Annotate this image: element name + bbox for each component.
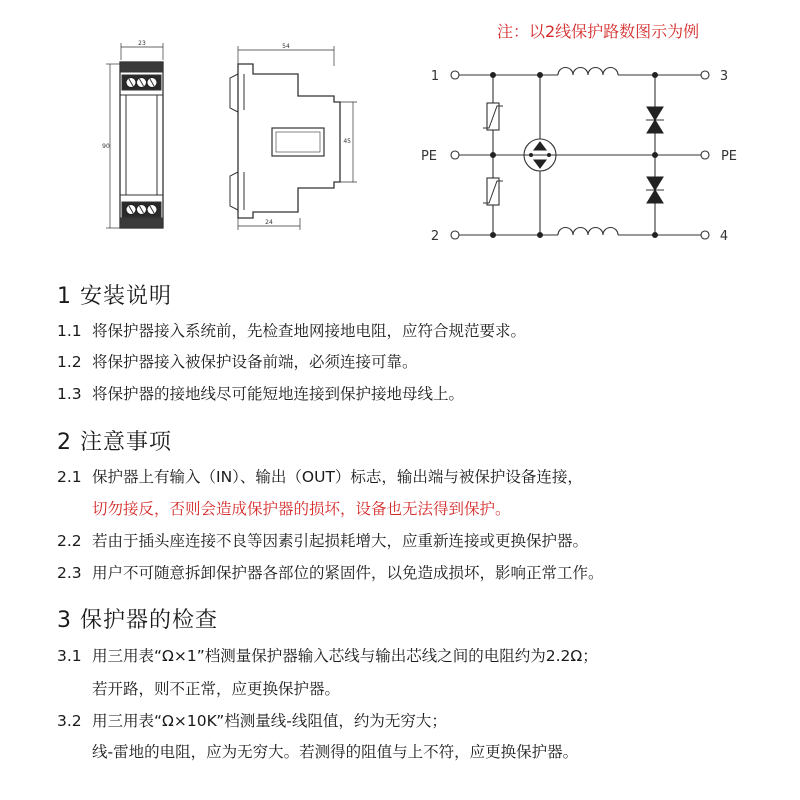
side-view-drawing <box>230 46 357 230</box>
dim-side-body: 45 <box>343 138 351 145</box>
terminal-pe-right-label: PE <box>720 149 738 164</box>
item-text: 将保护器接入被保护设备前端，必须连接可靠。 <box>92 353 418 371</box>
dim-front-width: 23 <box>138 40 146 47</box>
item-number: 3.1 <box>57 647 82 665</box>
terminal-pe-left-label: PE <box>420 149 438 164</box>
terminal-4-label: 4 <box>719 229 729 244</box>
item-number: 2.2 <box>57 532 82 550</box>
item-3-1-cont: 若开路，则不正常，应更换保护器。 <box>92 680 341 698</box>
item-number: 1.1 <box>57 322 82 340</box>
item-number: 1.3 <box>57 385 82 403</box>
dim-side-width: 54 <box>282 43 290 50</box>
diagram-note: 注：以2线保护路数图示为例 <box>497 22 700 41</box>
terminal-3-label: 3 <box>719 69 729 84</box>
item-3-1 <box>57 644 598 666</box>
item-3-2-cont: 线-雷地的电阻，应为无穷大。若测得的阻值与上不符，应更换保护器。 <box>92 743 579 761</box>
item-2-1-warning: 切勿接反，否则会造成保护器的损坏，设备也无法得到保护。 <box>92 500 511 518</box>
item-1-1 <box>57 319 526 341</box>
item-2-1 <box>57 465 583 487</box>
dim-side-base: 24 <box>265 219 273 226</box>
terminal-2-label: 2 <box>430 229 440 244</box>
item-text: 将保护器接入系统前，先检查地网接地电阻，应符合规范要求。 <box>92 322 527 340</box>
item-1-3 <box>57 382 464 404</box>
item-text: 用三用表“Ω×10K”档测量线-线阻值，约为无穷大； <box>92 712 447 730</box>
item-2-3 <box>57 561 604 583</box>
section-3-title: 3 保护器的检查 <box>57 608 218 633</box>
circuit-schematic <box>451 68 709 240</box>
item-text: 用三用表“Ω×1”档测量保护器输入芯线与输出芯线之间的电阻约为2.2Ω； <box>92 647 598 665</box>
item-text: 将保护器的接地线尽可能短地连接到保护接地母线上。 <box>92 385 465 403</box>
item-text: 用户不可随意拆卸保护器各部位的紧固件，以免造成损坏，影响正常工作。 <box>92 564 604 582</box>
item-number: 3.2 <box>57 712 82 730</box>
dim-front-height: 90 <box>102 143 110 150</box>
terminal-1-label: 1 <box>430 69 440 84</box>
item-3-2 <box>57 709 447 731</box>
section-2-title: 2 注意事项 <box>57 430 172 455</box>
item-text: 保护器上有输入（IN）、输出（OUT）标志，输出端与被保护设备连接， <box>92 468 583 486</box>
item-1-2 <box>57 350 418 372</box>
item-number: 1.2 <box>57 353 82 371</box>
item-text: 若由于插头座连接不良等因素引起损耗增大，应重新连接或更换保护器。 <box>92 532 589 550</box>
front-view-drawing <box>106 43 163 228</box>
section-1-title: 1 安装说明 <box>57 284 172 309</box>
item-number: 2.1 <box>57 468 82 486</box>
item-2-2 <box>57 529 588 551</box>
item-number: 2.3 <box>57 564 82 582</box>
